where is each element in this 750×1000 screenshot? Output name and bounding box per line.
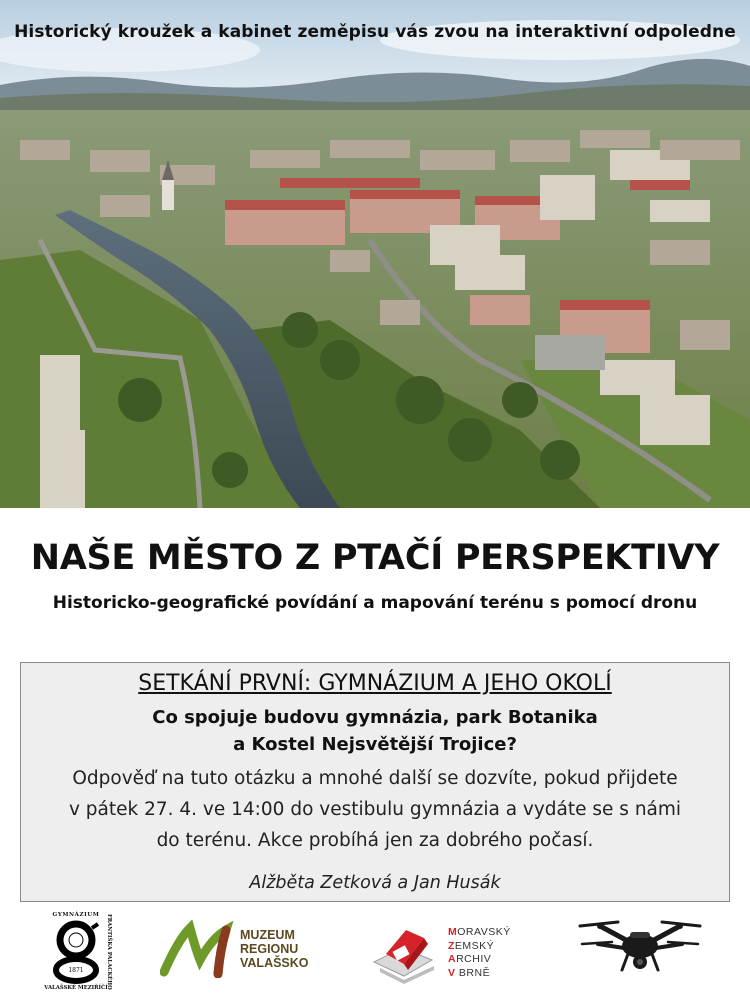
muzeum-regionu-logo [160, 920, 330, 978]
body-line-2: v pátek 27. 4. ve 14:00 do vestibulu gymnázia a vydáte se s námi [68, 799, 682, 820]
archiv-building-icon [372, 924, 446, 986]
muzeum-line-3: VALAŠSKO [240, 956, 309, 970]
gymnazium-logo-bottom: VALAŠSKÉ MEZIŘÍČÍ [44, 985, 108, 991]
muzeum-line-2: REGIONU [240, 942, 299, 956]
authors: Alžběta Zetková a Jan Husák [249, 873, 501, 893]
body-line-1: Odpověď na tuto otázku a mnohé další se dozvíte, pokud přijdete [72, 768, 678, 789]
question-line-2: a Kostel Nejsvětější Trojice? [233, 734, 517, 755]
archiv-line-2: ZEMSKÝ [448, 939, 495, 952]
muzeum-m-icon [160, 920, 240, 978]
archiv-line-1: MORAVSKÝ [448, 926, 511, 938]
gymnazium-year: 1871 [68, 967, 84, 974]
event-title: NAŠE MĚSTO Z PTAČÍ PERSPEKTIVY [30, 538, 720, 578]
body-line-3: do terénu. Akce probíhá jen za dobrého počasí. [156, 830, 594, 851]
gymnazium-g-icon [52, 920, 102, 984]
muzeum-line-1: MUZEUM [240, 928, 295, 942]
moravsky-zemsky-archiv-logo [372, 924, 522, 988]
gymnazium-logo-side: FRANTIŠKA PALACKÉHO [106, 914, 112, 990]
meeting-heading: SETKÁNÍ PRVNÍ: GYMNÁZIUM A JEHO OKOLÍ [138, 671, 612, 696]
invitation-line: Historický kroužek a kabinet zeměpisu vás zvou na interaktivní odpoledne [14, 22, 736, 42]
archiv-line-3: ARCHIV [448, 953, 492, 965]
event-info-box [20, 662, 730, 902]
event-subtitle: Historicko-geografické povídání a mapování terénu s pomocí dronu [52, 593, 698, 613]
drone-icon [578, 916, 702, 978]
gymnazium-logo [44, 912, 120, 994]
gymnazium-logo-top: GYMNÁZIUM [52, 912, 100, 918]
question-line-1: Co spojuje budovu gymnázia, park Botanika [152, 707, 598, 728]
archiv-line-4: V BRNĚ [448, 966, 491, 979]
